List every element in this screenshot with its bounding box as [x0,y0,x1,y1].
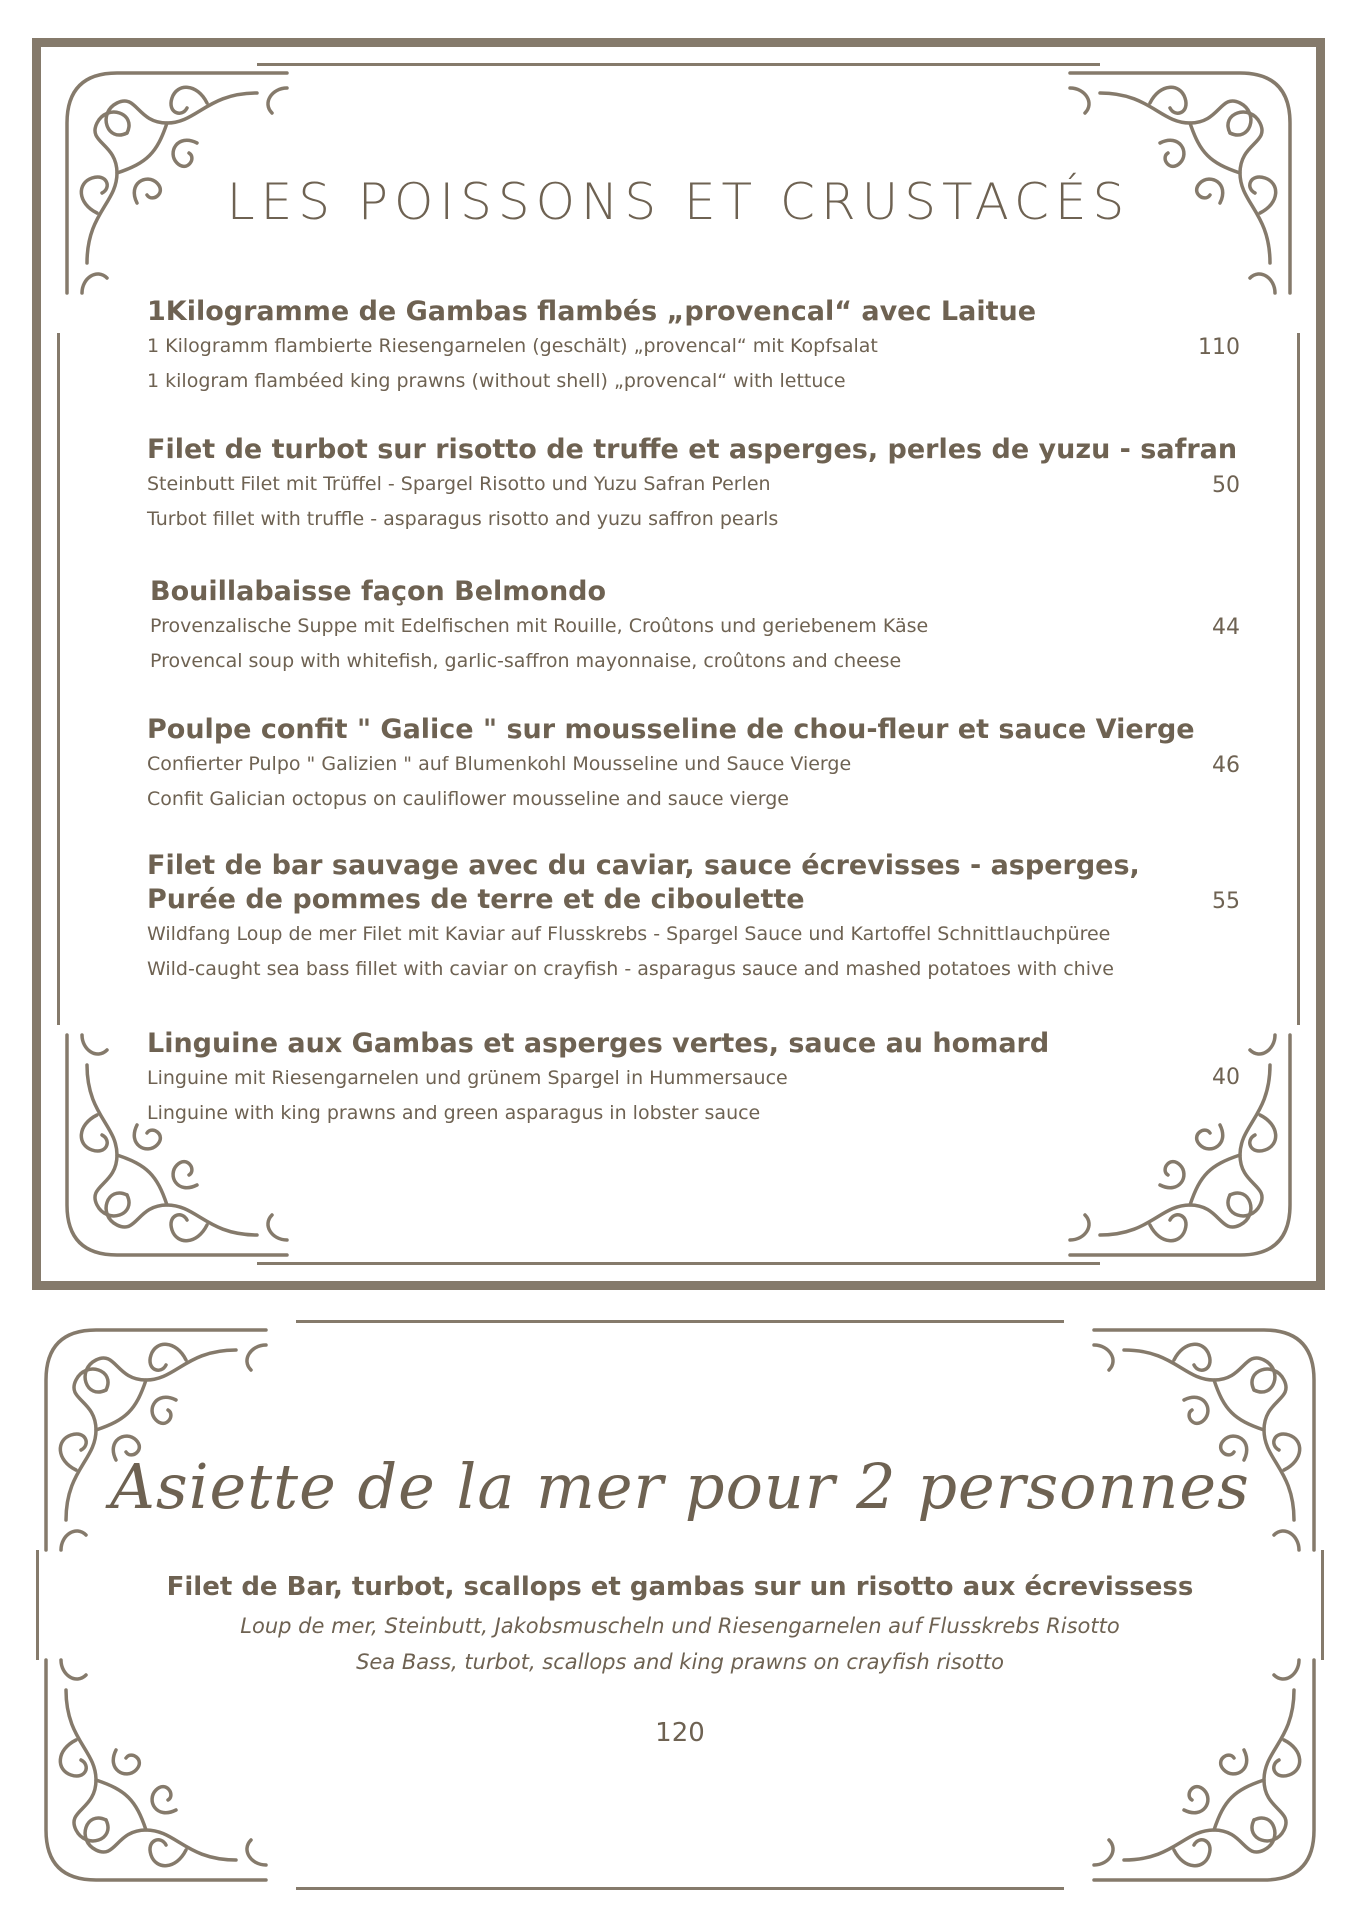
item-desc-en: Linguine with king prawns and green asparagus in lobster sauce [147,1102,761,1124]
platter-title: Asiette de la mer pour 2 personnes [110,1450,1250,1523]
item-price: 55 [1212,889,1240,914]
menu-item [147,1027,1240,1131]
platter-name-fr: Filet de Bar, turbot, scallops et gambas sur un risotto aux écrevissess [166,1572,1194,1602]
item-desc-de: Linguine mit Riesengarnelen und grünem Spargel in Hummersauce [147,1067,788,1089]
corner-ornament-icon [1084,1650,1324,1890]
item-name-fr: 1Kilogramme de Gambas flambés „provencal“ avec Laitue [147,296,1037,327]
item-price: 40 [1212,1065,1240,1090]
item-desc-de: Confierter Pulpo " Galizien " auf Blumenkohl Mousseline und Sauce Vierge [147,753,852,775]
item-desc-en: 1 kilogram flambéed king prawns (without shell) „provencal“ with lettuce [147,370,846,392]
right-rule [1297,333,1300,1025]
item-desc-de: Provenzalische Suppe mit Edelfischen mit Rouille, Croûtons und geriebenem Käse [150,615,929,637]
menu-item [147,433,1240,537]
item-name-fr: Filet de turbot sur risotto de truffe et asperges, perles de yuzu - safran [147,434,1238,465]
menu-item [150,575,1240,679]
item-desc-en: Wild-caught sea bass fillet with caviar on crayfish - asparagus sauce and mashed potatoes with chive [147,958,1114,980]
item-name-fr: Poulpe confit " Galice " sur mousseline de chou-fleur et sauce Vierge [147,714,1195,745]
item-price: 44 [1212,615,1240,640]
corner-ornament-icon [36,1320,276,1560]
item-price: 46 [1212,753,1240,778]
item-name-fr: Filet de bar sauvage avec du caviar, sauce écrevisses - asperges, [147,850,1140,881]
platter-price: 120 [655,1718,705,1748]
left-rule [36,1550,39,1660]
top-rule [296,1320,1064,1323]
item-desc-en: Provencal soup with whitefish, garlic-saffron mayonnaise, croûtons and cheese [150,650,902,672]
menu-item [147,713,1240,817]
item-desc-en: Confit Galician octopus on cauliflower mousseline and sauce vierge [147,788,789,810]
bottom-rule [257,1262,1100,1265]
menu-item [147,849,1240,987]
platter-desc-en: Sea Bass, turbot, scallops and king prawns on crayfish risotto [356,1650,1004,1674]
menu-card-inner [57,63,1300,1265]
item-price: 50 [1212,473,1240,498]
platter-desc-de: Loup de mer, Steinbutt, Jakobsmuscheln und Riesengarnelen auf Flusskrebs Risotto [240,1614,1120,1638]
bottom-rule [296,1887,1064,1890]
item-desc-en: Turbot fillet with truffle - asparagus risotto and yuzu saffron pearls [147,508,779,530]
item-name-fr-line2: Purée de pommes de terre et de ciboulette [147,884,805,915]
corner-ornament-icon [1084,1320,1324,1560]
item-desc-de: 1 Kilogramm flambierte Riesengarnelen (geschält) „provencal“ mit Kopfsalat [147,335,878,357]
platter-card [36,1320,1324,1890]
top-rule [257,63,1100,66]
item-desc-de: Steinbutt Filet mit Trüffel - Spargel Risotto und Yuzu Safran Perlen [147,473,771,495]
item-name-fr: Bouillabaisse façon Belmondo [150,576,607,607]
menu-item [147,295,1240,399]
corner-ornament-icon [36,1650,276,1890]
left-rule [57,333,60,1025]
item-desc-de: Wildfang Loup de mer Filet mit Kaviar auf Flusskrebs - Spargel Sauce und Kartoffel Schnittlauchpüree [147,923,1111,945]
item-name-fr: Linguine aux Gambas et asperges vertes, sauce au homard [147,1028,1050,1059]
right-rule [1321,1550,1324,1660]
section-title: LES POISSONS ET CRUSTACÉS [226,173,1131,231]
item-price: 110 [1198,335,1240,360]
menu-card [32,38,1325,1290]
